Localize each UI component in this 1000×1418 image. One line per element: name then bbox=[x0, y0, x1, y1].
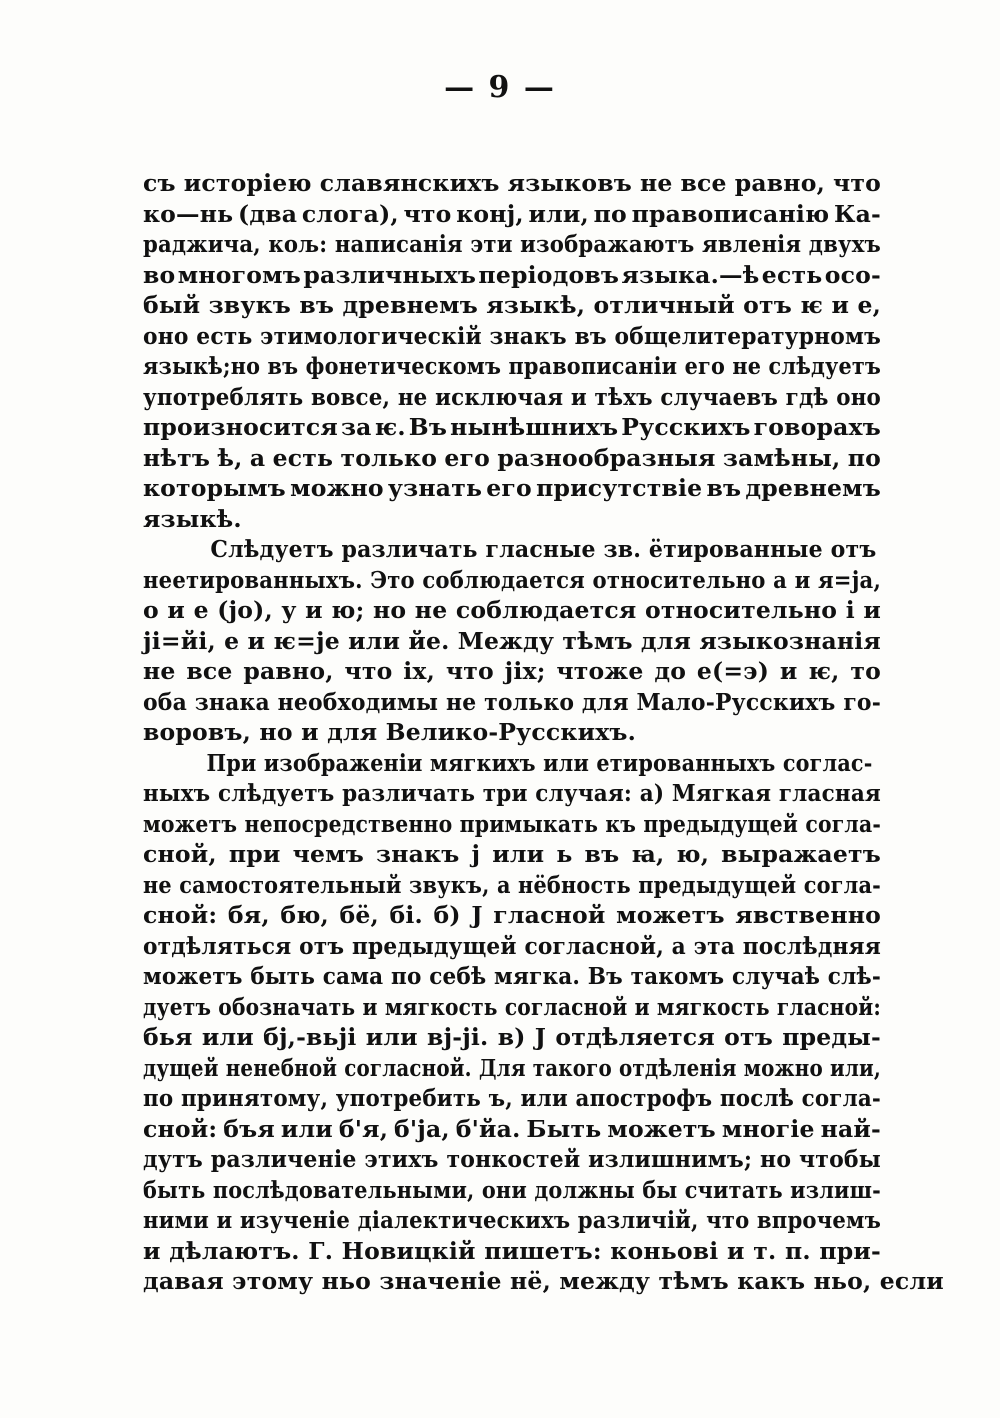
text-line: съ исторіею славянскихъ языковъ не все равно, что bbox=[143, 169, 881, 197]
text-line: не все равно, что іх, что јіх; чтоже до е(=э) и ѥ, то bbox=[143, 657, 881, 685]
text-line: во многомъ различныхъ періодовъ языка.—ѣ есть осо- bbox=[143, 260, 881, 289]
text-line: бый звукъ въ древнемъ языкѣ, отличный отъ ѥ и е, bbox=[143, 291, 881, 319]
text-line: о и е (јо), у и ю; но не соблюдается относительно і и bbox=[143, 596, 881, 624]
text-line: которымъ можно узнать его присутствіе въ древнемъ bbox=[143, 474, 881, 502]
text-line: дуетъ обозначать и мягкость согласной и мягкость гласной: bbox=[143, 992, 881, 1021]
text-line: сной: бъя или б'я, б'ја, б'йа. Быть можетъ многіе най- bbox=[143, 1114, 881, 1143]
text-line: воровъ, но и для Велико-Русскихъ. bbox=[143, 718, 637, 746]
text-line: языкѣ. bbox=[143, 504, 242, 533]
text-line: языкѣ;но въ фонетическомъ правописаніи его не слѣдуетъ bbox=[143, 352, 881, 380]
text-line: раджича, кољ: написанія эти изображаютъ явленія двухъ bbox=[143, 230, 881, 258]
text-line: ко—нь (два слога), что конј, или, по правописанію Ка- bbox=[143, 199, 881, 228]
text-body bbox=[143, 168, 944, 1297]
text-line: давая этому ньо значеніе нё, между тѣмъ какъ ньо, если bbox=[143, 1267, 944, 1295]
text-line: отдѣляться отъ предыдущей согласной, а эта послѣдняя bbox=[143, 931, 881, 960]
text-line: употреблять вовсе, не исключая и тѣхъ случаевъ гдѣ оно bbox=[143, 382, 881, 411]
text-line: неетированныхъ. Это соблюдается относительно а и я=ја, bbox=[143, 565, 881, 594]
text-line: не самостоятельный звукъ, а нёбность предыдущей согла- bbox=[143, 870, 881, 899]
text-line: При изображеніи мягкихъ или етированныхъ соглас- bbox=[206, 748, 873, 777]
text-line: оно есть этимологическій знакъ въ общелитературномъ bbox=[143, 321, 881, 350]
paragraph bbox=[143, 748, 944, 1297]
text-line: можетъ быть сама по себѣ мягка. Въ такомъ случаѣ слѣ- bbox=[143, 962, 881, 990]
text-line: произносится за ѥ. Въ нынѣшнихъ Русскихъ говорахъ bbox=[143, 413, 881, 441]
text-line: нѣтъ ѣ, а есть только его разнообразныя замѣны, по bbox=[143, 443, 881, 472]
paragraph bbox=[143, 534, 881, 748]
text-line: оба знака необходимы не только для Мало-Русскихъ го- bbox=[143, 687, 881, 716]
page-number: — 9 — bbox=[444, 70, 556, 105]
text-line: бья или бј,-вьјі или вј-јі. в) Ј отдѣляется отъ преды- bbox=[143, 1023, 881, 1051]
text-line: можетъ непосредственно примыкать къ предыдущей согла- bbox=[143, 809, 881, 838]
text-line: дутъ различеніе этихъ тонкостей излишнимъ; но чтобы bbox=[143, 1145, 881, 1173]
text-line: по принятому, употребить ъ, или апострофъ послѣ согла- bbox=[143, 1084, 881, 1112]
text-line: быть послѣдовательными, они должны бы считать излиш- bbox=[143, 1175, 881, 1204]
text-line: дущей ненебной согласной. Для такого отдѣленія можно или, bbox=[143, 1053, 881, 1082]
text-line: сной, при чемъ знакъ ј или ь въ ꙗ, ю, выражаетъ bbox=[143, 840, 881, 868]
text-line: Слѣдуетъ различать гласные зв. ётированные отъ bbox=[210, 535, 877, 563]
text-line: ними и изученіе діалектическихъ различій, что впрочемъ bbox=[143, 1206, 881, 1234]
paragraph bbox=[143, 168, 881, 534]
text-line: сной: бя, бю, бё, бі. б) Ј гласной можетъ явственно bbox=[143, 901, 881, 929]
text-line: и дѣлаютъ. Г. Новицкій пишетъ: коньові и т. п. при- bbox=[143, 1236, 881, 1265]
text-line: ныхъ слѣдуетъ различать три случая: а) Мягкая гласная bbox=[143, 779, 881, 807]
text-line: јі=йі, е и ѥ=је или йе. Между тѣмъ для языкознанія bbox=[143, 626, 881, 655]
